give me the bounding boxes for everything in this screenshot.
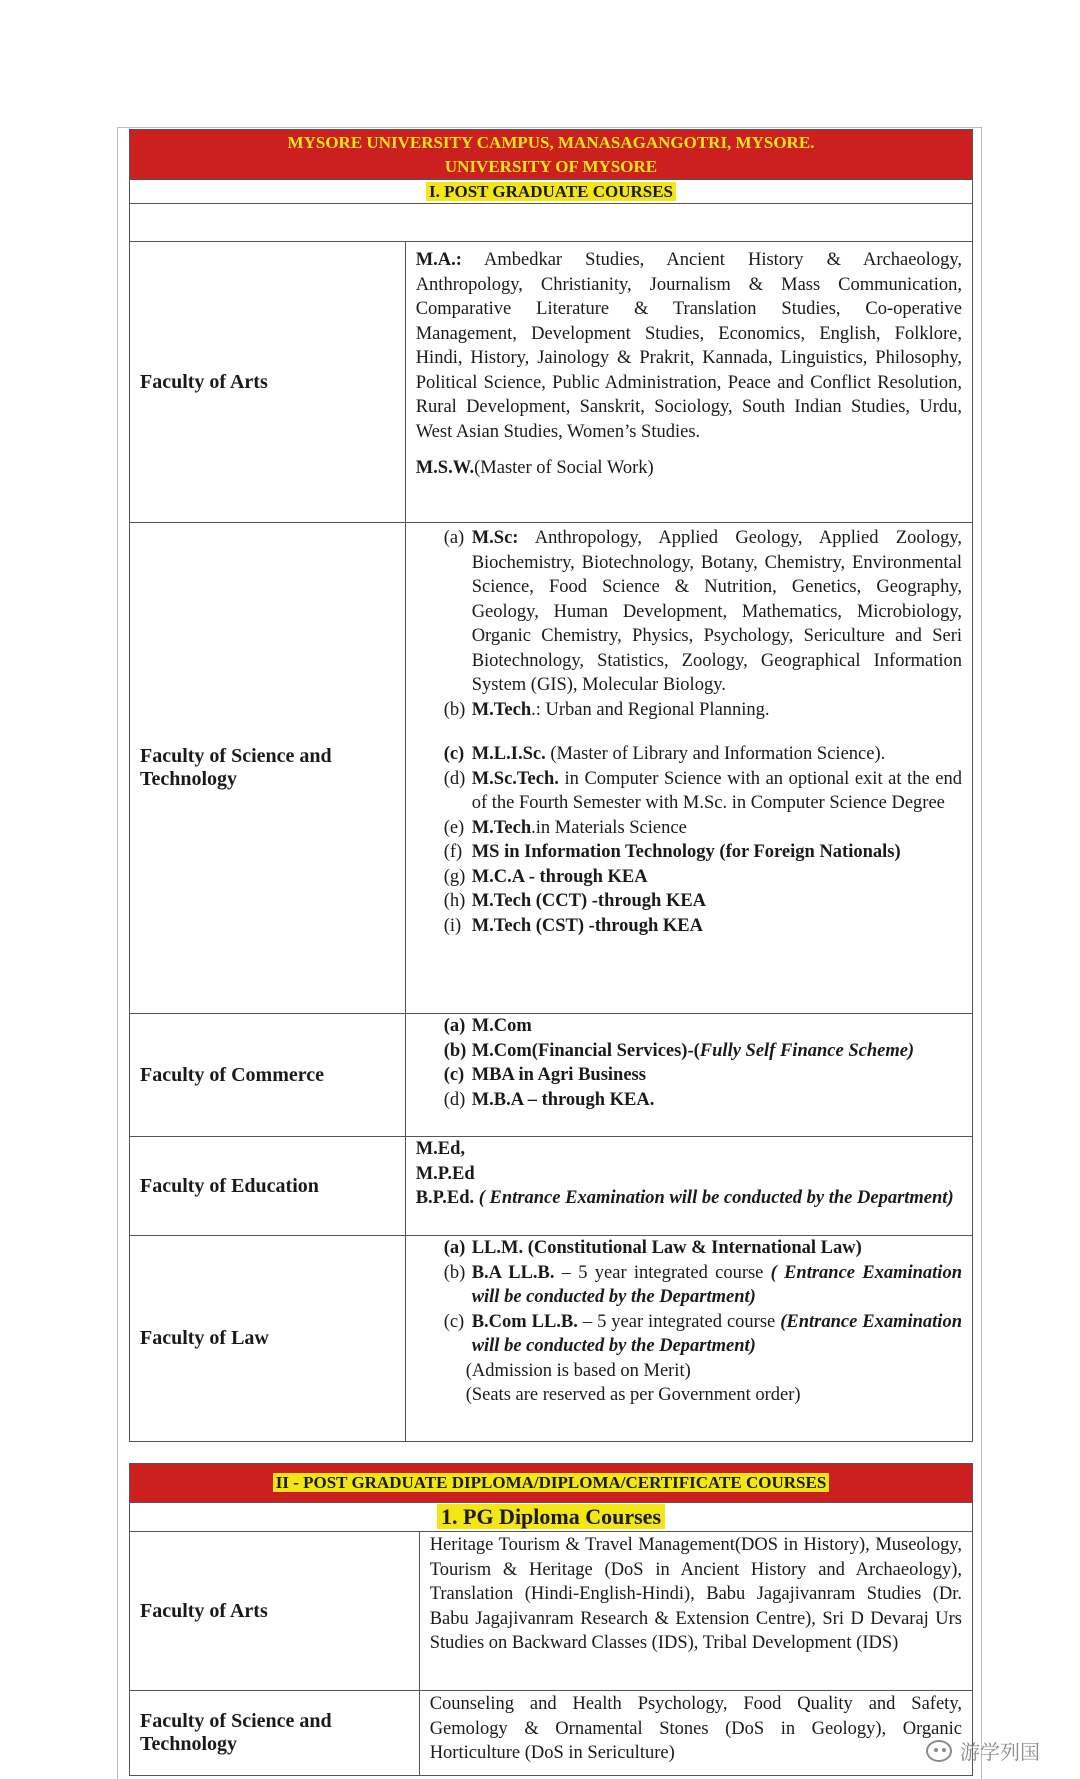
med-label: M.Ed,: [415, 1139, 466, 1159]
faculty-science-label: Faculty of Science and Technology: [130, 523, 406, 1014]
bped-label: B.P.Ed.: [415, 1188, 475, 1208]
faculty-law-row: [130, 1236, 973, 1442]
ma-courses: Ambedkar Studies, Ancient History & Archaeology, Anthropology, Christianity, Journalism & Mass Communication, Comparative Literature & Translation Studies, Co-operative Management, Development Studies, Economics, English, Folklore, Hindi, History, Jainology & Prakrit, Kannada, Linguistics, Philosophy, Political Science, Public Administration, Peace and Conflict Resolution, Rural Development, Sanskrit, Sociology, South Indian Studies, Urdu, West Asian Studies, Women’s Studies.: [415, 250, 962, 442]
list-item: (h) M.Tech (CCT) -through KEA: [443, 891, 707, 911]
diploma-science-row: [130, 1691, 973, 1776]
diploma-arts-courses: Heritage Tourism & Travel Management(DOS in History), Museology, Tourism & Heritage (DoS in Ancient History and Archaeology), Translation (Hindi-English-Hindi), Babu Jagajivanram Studies (Dr. Babu Jagajivanram Research & Extension Centre), Sri D Devaraj Urs Studies on Backward Classes (IDS), Tribal Development (IDS): [419, 1532, 972, 1691]
list-item: (c) M.L.I.Sc. (Master of Library and Information Science).: [443, 744, 886, 764]
list-item: (a) LL.M. (Constitutional Law & International Law): [443, 1238, 862, 1258]
list-item: (b) B.A LL.B. – 5 year integrated course ( Entrance Examination will be conducted by the Department): [443, 1262, 962, 1307]
watermark: [926, 1736, 1040, 1765]
faculty-commerce-label: Faculty of Commerce: [130, 1014, 406, 1137]
faculty-commerce-courses: [405, 1014, 972, 1137]
faculty-arts-row: [130, 242, 973, 523]
ma-label: M.A.:: [415, 250, 462, 270]
diploma-science-label: Faculty of Science and Technology: [130, 1691, 420, 1776]
pg-diploma-heading: 1. PG Diploma Courses: [437, 1504, 665, 1529]
section2-subheader: [130, 1503, 973, 1532]
list-item: (b) M.Tech.: Urban and Regional Planning.: [443, 699, 770, 720]
diploma-arts-label: Faculty of Arts: [130, 1532, 420, 1691]
faculty-law-courses: [405, 1236, 972, 1442]
section2-header: [130, 1464, 973, 1503]
faculty-education-row: [130, 1137, 973, 1236]
diploma-arts-row: [130, 1532, 973, 1691]
list-item: (g) M.C.A - through KEA: [443, 866, 648, 887]
mped-label: M.P.Ed: [415, 1163, 475, 1184]
pg-courses-table: [129, 129, 973, 1442]
section1-header: [130, 130, 973, 204]
msw-label: M.S.W.: [415, 458, 475, 478]
watermark-text: 游学列国: [960, 1740, 1040, 1764]
faculty-education-courses: M.Ed, M.P.Ed B.P.Ed. ( Entrance Examination will be conducted by the Department): [405, 1137, 972, 1236]
faculty-science-row: [130, 523, 973, 1014]
list-item: (b) M.Com(Financial Services)-(Fully Self Finance Scheme): [443, 1040, 915, 1061]
list-item: (c) B.Com LL.B. – 5 year integrated course (Entrance Examination will be conducted by the Department): [443, 1311, 962, 1356]
faculty-science-courses: [405, 523, 972, 1014]
faculty-education-label: Faculty of Education: [130, 1137, 406, 1236]
list-item: (c) MBA in Agri Business: [443, 1065, 646, 1085]
faculty-arts-courses: [405, 242, 972, 523]
list-item: (a) M.Sc: Anthropology, Applied Geology, Applied Zoology, Biochemistry, Biotechnology, Botany, Chemistry, Environmental Science, Food Science & Nutrition, Genetics, Geography, Geology, Human Development, Mathematics, Microbiology, Organic Chemistry, Physics, Psychology, Sericulture and Seri Biotechnology, Statistics, Zoology, Geographical Information System (GIS), Molecular Biology.: [443, 528, 962, 695]
list-item: (d) M.B.A – through KEA.: [443, 1089, 655, 1110]
pg-diploma-table: [129, 1463, 973, 1776]
faculty-commerce-row: [130, 1014, 973, 1137]
list-item: (i) M.Tech (CST) -through KEA: [443, 915, 703, 936]
list-item: (e) M.Tech.in Materials Science: [443, 817, 687, 838]
university-campus-title: MYSORE UNIVERSITY CAMPUS, MANASAGANGOTRI, MYSORE.: [287, 133, 815, 152]
list-item: (a) M.Com: [443, 1016, 532, 1036]
diploma-courses-heading: II - POST GRADUATE DIPLOMA/DIPLOMA/CERTIFICATE COURSES: [273, 1473, 830, 1492]
law-note-merit: (Admission is based on Merit): [465, 1360, 691, 1381]
faculty-law-label: Faculty of Law: [130, 1236, 406, 1442]
spacer-row: [130, 204, 973, 242]
law-note-seats: (Seats are reserved as per Government order): [465, 1385, 801, 1405]
list-item: (d) M.Sc.Tech. in Computer Science with an optional exit at the end of the Fourth Semester with M.Sc. in Computer Science Degree: [443, 768, 962, 813]
msw-text: (Master of Social Work): [474, 458, 654, 478]
diploma-science-courses: Counseling and Health Psychology, Food Quality and Safety, Gemology & Ornamental Stones (DoS in Geology), Organic Horticulture (DoS in Sericulture): [419, 1691, 972, 1776]
list-item: (f) MS in Information Technology (for Foreign Nationals): [443, 842, 901, 862]
wechat-icon: [926, 1740, 952, 1762]
pg-courses-heading: I. POST GRADUATE COURSES: [426, 182, 676, 201]
university-name: UNIVERSITY OF MYSORE: [444, 157, 658, 176]
section1-header-row: [130, 130, 973, 204]
faculty-arts-label: Faculty of Arts: [130, 242, 406, 523]
